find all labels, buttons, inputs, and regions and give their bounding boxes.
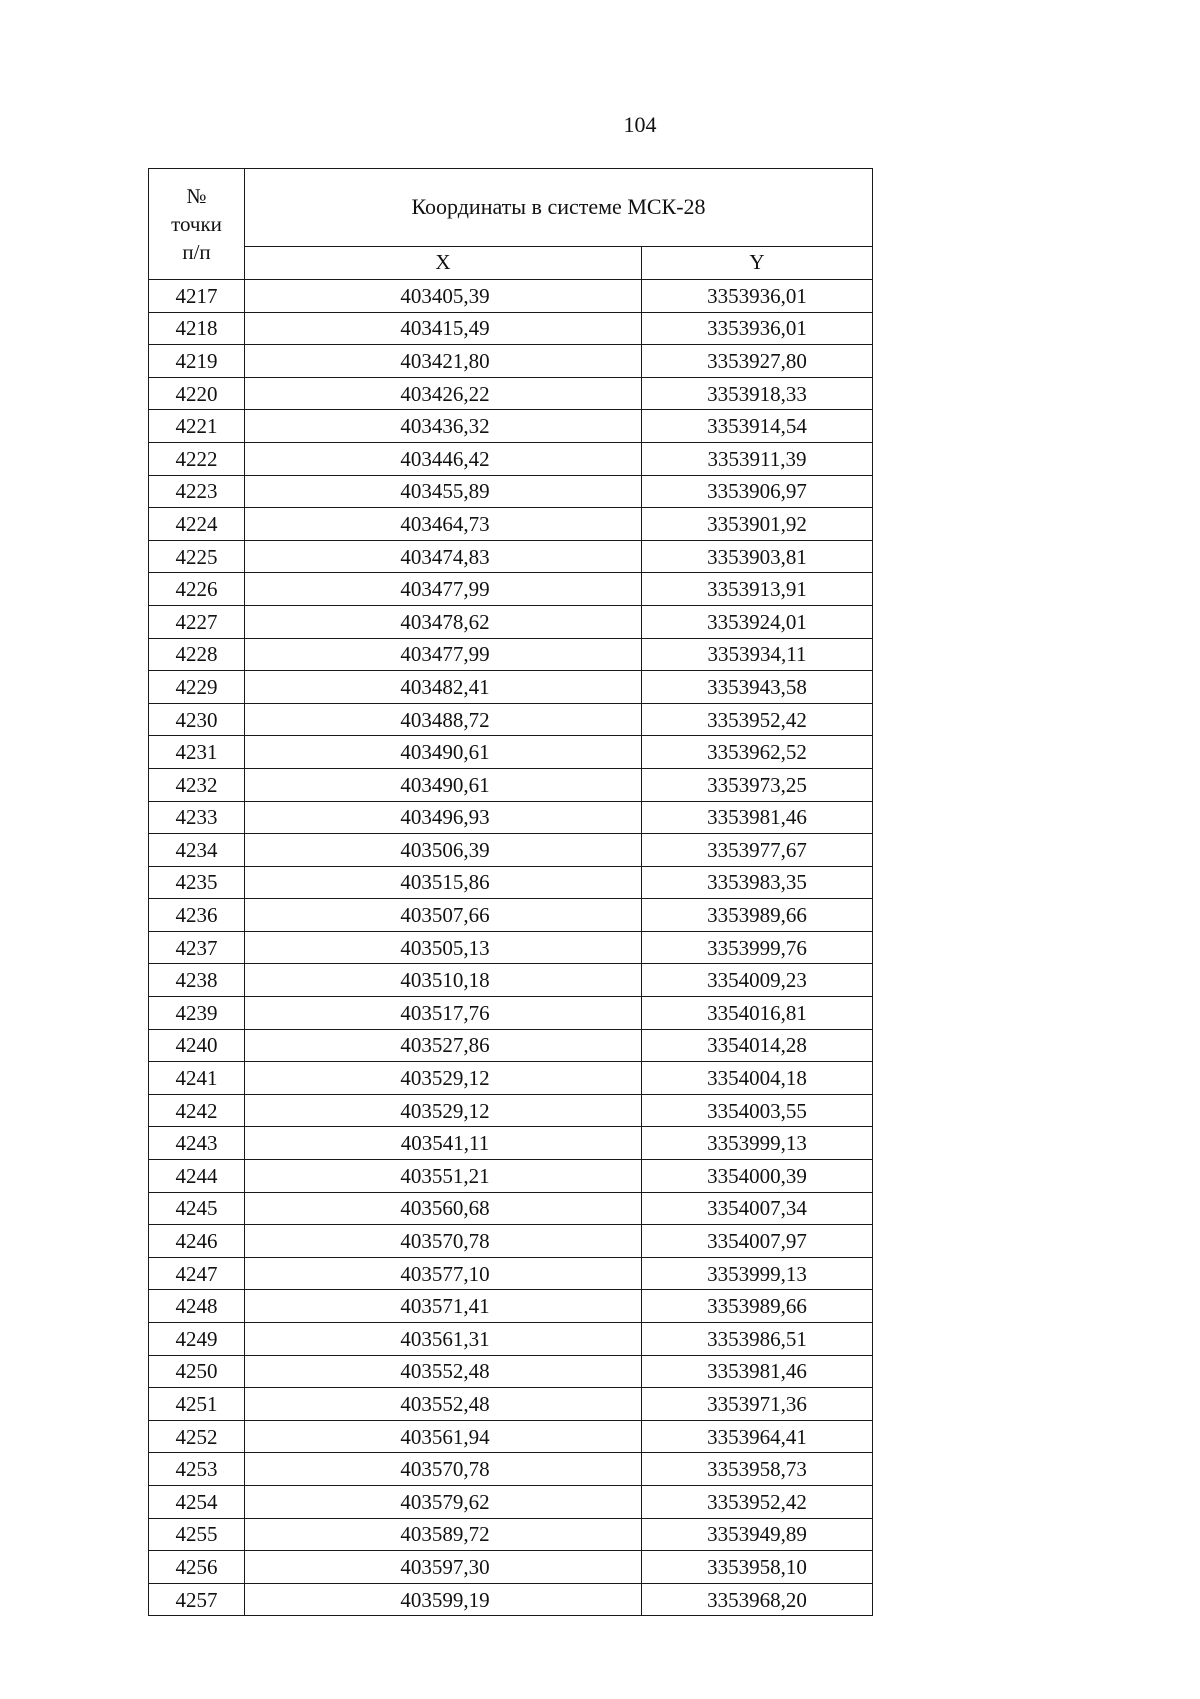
- x-column-header: X: [245, 246, 642, 279]
- point-number-cell: 4224: [149, 508, 245, 541]
- x-coordinate-cell: 403478,62: [245, 605, 642, 638]
- x-coordinate-cell: 403551,21: [245, 1160, 642, 1193]
- coordinates-system-header: Координаты в системе МСК-28: [245, 169, 873, 247]
- point-number-cell: 4245: [149, 1192, 245, 1225]
- point-number-cell: 4243: [149, 1127, 245, 1160]
- x-coordinate-cell: 403529,12: [245, 1062, 642, 1095]
- x-coordinate-cell: 403571,41: [245, 1290, 642, 1323]
- table-row: [149, 1160, 873, 1193]
- point-number-cell: 4251: [149, 1388, 245, 1421]
- y-coordinate-cell: 3353913,91: [642, 573, 873, 606]
- x-coordinate-cell: 403527,86: [245, 1029, 642, 1062]
- y-coordinate-cell: 3353906,97: [642, 475, 873, 508]
- y-coordinate-cell: 3353986,51: [642, 1323, 873, 1356]
- point-number-cell: 4218: [149, 312, 245, 345]
- x-coordinate-cell: 403561,94: [245, 1420, 642, 1453]
- point-number-cell: 4257: [149, 1583, 245, 1616]
- point-number-cell: 4254: [149, 1485, 245, 1518]
- x-coordinate-cell: 403421,80: [245, 345, 642, 378]
- x-coordinate-cell: 403496,93: [245, 801, 642, 834]
- table-row: [149, 410, 873, 443]
- table-row: [149, 1225, 873, 1258]
- y-coordinate-cell: 3353981,46: [642, 1355, 873, 1388]
- point-number-cell: 4217: [149, 280, 245, 313]
- y-coordinate-cell: 3354000,39: [642, 1160, 873, 1193]
- point-number-cell: 4234: [149, 834, 245, 867]
- point-number-cell: 4256: [149, 1551, 245, 1584]
- x-coordinate-cell: 403474,83: [245, 540, 642, 573]
- x-coordinate-cell: 403507,66: [245, 899, 642, 932]
- table-row: [149, 1094, 873, 1127]
- point-number-cell: 4248: [149, 1290, 245, 1323]
- y-coordinate-cell: 3353927,80: [642, 345, 873, 378]
- table-row: [149, 638, 873, 671]
- x-coordinate-cell: 403597,30: [245, 1551, 642, 1584]
- y-coordinate-cell: 3354016,81: [642, 997, 873, 1030]
- point-number-cell: 4250: [149, 1355, 245, 1388]
- point-number-cell: 4227: [149, 605, 245, 638]
- x-coordinate-cell: 403510,18: [245, 964, 642, 997]
- x-coordinate-cell: 403488,72: [245, 703, 642, 736]
- point-number-cell: 4231: [149, 736, 245, 769]
- table-row: [149, 899, 873, 932]
- y-coordinate-cell: 3353999,76: [642, 931, 873, 964]
- x-coordinate-cell: 403570,78: [245, 1225, 642, 1258]
- y-coordinate-cell: 3353943,58: [642, 671, 873, 704]
- point-number-header-line3: п/п: [182, 240, 211, 264]
- x-coordinate-cell: 403464,73: [245, 508, 642, 541]
- coordinates-table: [148, 168, 873, 1616]
- x-coordinate-cell: 403515,86: [245, 866, 642, 899]
- table-row: [149, 866, 873, 899]
- x-coordinate-cell: 403579,62: [245, 1485, 642, 1518]
- y-coordinate-cell: 3353981,46: [642, 801, 873, 834]
- point-number-header: [149, 169, 245, 280]
- x-coordinate-cell: 403477,99: [245, 638, 642, 671]
- y-coordinate-cell: 3353936,01: [642, 312, 873, 345]
- x-coordinate-cell: 403405,39: [245, 280, 642, 313]
- x-coordinate-cell: 403505,13: [245, 931, 642, 964]
- point-number-cell: 4240: [149, 1029, 245, 1062]
- x-coordinate-cell: 403446,42: [245, 442, 642, 475]
- point-number-header-line2: точки: [171, 212, 222, 236]
- y-coordinate-cell: 3353977,67: [642, 834, 873, 867]
- table-row: [149, 834, 873, 867]
- table-row: [149, 1485, 873, 1518]
- y-coordinate-cell: 3353973,25: [642, 768, 873, 801]
- y-coordinate-cell: 3354009,23: [642, 964, 873, 997]
- table-row: [149, 1551, 873, 1584]
- y-coordinate-cell: 3353958,73: [642, 1453, 873, 1486]
- point-number-cell: 4253: [149, 1453, 245, 1486]
- x-coordinate-cell: 403506,39: [245, 834, 642, 867]
- y-coordinate-cell: 3353924,01: [642, 605, 873, 638]
- table-row: [149, 801, 873, 834]
- table-row: [149, 1029, 873, 1062]
- point-number-cell: 4223: [149, 475, 245, 508]
- y-coordinate-cell: 3353901,92: [642, 508, 873, 541]
- x-coordinate-cell: 403529,12: [245, 1094, 642, 1127]
- table-row: [149, 1583, 873, 1616]
- x-coordinate-cell: 403560,68: [245, 1192, 642, 1225]
- point-number-cell: 4219: [149, 345, 245, 378]
- point-number-cell: 4235: [149, 866, 245, 899]
- point-number-cell: 4249: [149, 1323, 245, 1356]
- x-coordinate-cell: 403552,48: [245, 1388, 642, 1421]
- table-row: [149, 573, 873, 606]
- y-coordinate-cell: 3353983,35: [642, 866, 873, 899]
- point-number-cell: 4229: [149, 671, 245, 704]
- table-row: [149, 768, 873, 801]
- x-coordinate-cell: 403541,11: [245, 1127, 642, 1160]
- point-number-cell: 4246: [149, 1225, 245, 1258]
- header-row-main: [149, 169, 873, 247]
- table-row: [149, 1290, 873, 1323]
- coordinates-table-container: [148, 168, 872, 1616]
- y-coordinate-cell: 3353914,54: [642, 410, 873, 443]
- page-number: 104: [623, 112, 657, 137]
- point-number-cell: 4236: [149, 899, 245, 932]
- table-row: [149, 671, 873, 704]
- table-row: [149, 1192, 873, 1225]
- x-coordinate-cell: 403426,22: [245, 377, 642, 410]
- point-number-cell: 4225: [149, 540, 245, 573]
- table-body: [149, 280, 873, 1616]
- point-number-cell: 4242: [149, 1094, 245, 1127]
- table-row: [149, 377, 873, 410]
- x-coordinate-cell: 403490,61: [245, 768, 642, 801]
- table-row: [149, 1127, 873, 1160]
- point-number-cell: 4222: [149, 442, 245, 475]
- table-row: [149, 964, 873, 997]
- header-row-axes: [149, 246, 873, 279]
- y-coordinate-cell: 3354007,34: [642, 1192, 873, 1225]
- table-row: [149, 312, 873, 345]
- table-row: [149, 540, 873, 573]
- point-number-header-line1: №: [186, 184, 207, 208]
- point-number-cell: 4221: [149, 410, 245, 443]
- table-row: [149, 475, 873, 508]
- table-row: [149, 736, 873, 769]
- table-row: [149, 345, 873, 378]
- point-number-cell: 4255: [149, 1518, 245, 1551]
- y-coordinate-cell: 3353971,36: [642, 1388, 873, 1421]
- y-coordinate-cell: 3353952,42: [642, 1485, 873, 1518]
- point-number-cell: 4230: [149, 703, 245, 736]
- table-row: [149, 931, 873, 964]
- x-coordinate-cell: 403589,72: [245, 1518, 642, 1551]
- x-coordinate-cell: 403561,31: [245, 1323, 642, 1356]
- y-coordinate-cell: 3354003,55: [642, 1094, 873, 1127]
- table-row: [149, 442, 873, 475]
- point-number-cell: 4228: [149, 638, 245, 671]
- table-row: [149, 1453, 873, 1486]
- y-coordinate-cell: 3353989,66: [642, 899, 873, 932]
- x-coordinate-cell: 403517,76: [245, 997, 642, 1030]
- x-coordinate-cell: 403455,89: [245, 475, 642, 508]
- point-number-cell: 4241: [149, 1062, 245, 1095]
- point-number-cell: 4244: [149, 1160, 245, 1193]
- y-coordinate-cell: 3353968,20: [642, 1583, 873, 1616]
- table-row: [149, 1518, 873, 1551]
- y-coordinate-cell: 3354004,18: [642, 1062, 873, 1095]
- table-row: [149, 1388, 873, 1421]
- y-coordinate-cell: 3353999,13: [642, 1127, 873, 1160]
- table-row: [149, 1420, 873, 1453]
- point-number-cell: 4232: [149, 768, 245, 801]
- point-number-cell: 4239: [149, 997, 245, 1030]
- y-coordinate-cell: 3353952,42: [642, 703, 873, 736]
- x-coordinate-cell: 403477,99: [245, 573, 642, 606]
- y-coordinate-cell: 3353936,01: [642, 280, 873, 313]
- point-number-cell: 4226: [149, 573, 245, 606]
- y-coordinate-cell: 3353934,11: [642, 638, 873, 671]
- x-coordinate-cell: 403577,10: [245, 1257, 642, 1290]
- point-number-cell: 4233: [149, 801, 245, 834]
- table-header: [149, 169, 873, 280]
- point-number-cell: 4252: [149, 1420, 245, 1453]
- table-row: [149, 1257, 873, 1290]
- y-coordinate-cell: 3353962,52: [642, 736, 873, 769]
- x-coordinate-cell: 403552,48: [245, 1355, 642, 1388]
- x-coordinate-cell: 403599,19: [245, 1583, 642, 1616]
- x-coordinate-cell: 403436,32: [245, 410, 642, 443]
- point-number-cell: 4247: [149, 1257, 245, 1290]
- x-coordinate-cell: 403482,41: [245, 671, 642, 704]
- table-row: [149, 1323, 873, 1356]
- table-row: [149, 1355, 873, 1388]
- y-coordinate-cell: 3353903,81: [642, 540, 873, 573]
- y-coordinate-cell: 3353999,13: [642, 1257, 873, 1290]
- y-coordinate-cell: 3353989,66: [642, 1290, 873, 1323]
- table-row: [149, 280, 873, 313]
- y-coordinate-cell: 3354007,97: [642, 1225, 873, 1258]
- y-coordinate-cell: 3353958,10: [642, 1551, 873, 1584]
- y-column-header: Y: [642, 246, 873, 279]
- table-row: [149, 508, 873, 541]
- y-coordinate-cell: 3353964,41: [642, 1420, 873, 1453]
- y-coordinate-cell: 3353949,89: [642, 1518, 873, 1551]
- x-coordinate-cell: 403570,78: [245, 1453, 642, 1486]
- point-number-cell: 4237: [149, 931, 245, 964]
- table-row: [149, 997, 873, 1030]
- y-coordinate-cell: 3353911,39: [642, 442, 873, 475]
- x-coordinate-cell: 403490,61: [245, 736, 642, 769]
- y-coordinate-cell: 3354014,28: [642, 1029, 873, 1062]
- point-number-cell: 4220: [149, 377, 245, 410]
- y-coordinate-cell: 3353918,33: [642, 377, 873, 410]
- table-row: [149, 605, 873, 638]
- table-row: [149, 703, 873, 736]
- point-number-cell: 4238: [149, 964, 245, 997]
- table-row: [149, 1062, 873, 1095]
- x-coordinate-cell: 403415,49: [245, 312, 642, 345]
